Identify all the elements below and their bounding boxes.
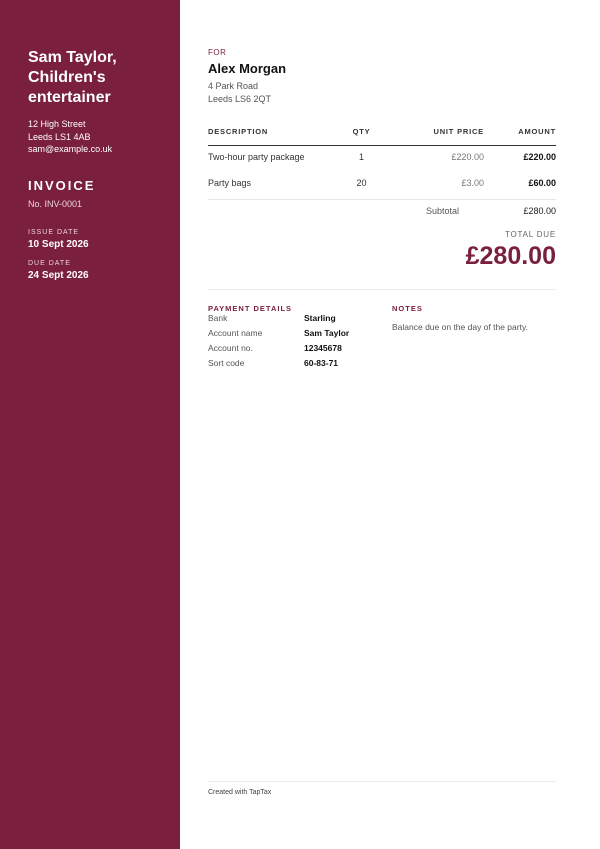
payment-row	[208, 358, 388, 373]
section-divider	[208, 289, 556, 290]
table-row	[208, 170, 556, 196]
row-description: Two-hour party package	[208, 152, 305, 162]
payment-label: Bank	[208, 313, 228, 323]
client-label: FOR	[208, 48, 227, 57]
client-address-line1: 4 Park Road	[208, 81, 259, 91]
details-section	[208, 304, 556, 404]
header-amount: AMOUNT	[484, 127, 556, 146]
row-description: Party bags	[208, 178, 252, 188]
client-address-line2: Leeds LS6 2QT	[208, 93, 272, 104]
row-unit-price: £3.00	[461, 178, 484, 188]
business-email: sam@example.co.uk	[28, 144, 113, 154]
issue-date: 10 Sept 2026	[28, 238, 89, 250]
payment-row	[208, 343, 388, 358]
payment-label: Account name	[208, 328, 263, 338]
business-address-line2: Leeds LS1 4AB	[28, 131, 91, 142]
row-amount: £220.00	[523, 152, 556, 162]
subtotal-divider	[208, 199, 556, 201]
payment-row	[208, 328, 388, 343]
payment-value: 12345678	[304, 343, 342, 353]
payment-label: Account no.	[208, 343, 253, 353]
table-row	[208, 146, 556, 171]
invoice-title: INVOICE	[28, 177, 96, 193]
payment-value: 60-83-71	[304, 358, 339, 368]
table-header-row	[208, 127, 556, 146]
subtotal-value: £280.00	[523, 206, 556, 216]
issue-date-label: ISSUE DATE	[28, 228, 80, 236]
payment-details-title: PAYMENT DETAILS	[208, 304, 293, 313]
sidebar-content	[28, 48, 168, 281]
header-description: DESCRIPTION	[208, 127, 334, 146]
invoice-number: No. INV-0001	[28, 198, 83, 209]
footer-credit: Created with TapTax	[208, 789, 272, 796]
payment-row	[208, 313, 388, 328]
invoice-main	[208, 48, 556, 404]
line-items-table	[208, 127, 556, 196]
client-address	[208, 80, 556, 105]
subtotal-row	[208, 206, 556, 226]
header-unit-price: UNIT PRICE	[389, 127, 484, 146]
total-due-label: TOTAL DUE	[504, 230, 556, 239]
sidebar	[0, 0, 180, 849]
header-qty: QTY	[334, 127, 389, 146]
row-qty: 1	[358, 152, 364, 162]
total-due-value: £280.00	[465, 242, 556, 270]
payment-label: Sort code	[208, 358, 245, 368]
row-qty: 20	[356, 178, 367, 188]
notes	[392, 304, 556, 333]
footer-divider	[208, 781, 556, 782]
business-address	[28, 118, 168, 156]
payment-details	[208, 304, 388, 373]
due-date-label: DUE DATE	[28, 259, 71, 267]
business-name: Sam Taylor, Children's entertainer	[28, 49, 117, 106]
client-name: Alex Morgan	[208, 61, 287, 76]
notes-title: NOTES	[392, 304, 423, 313]
due-date: 24 Sept 2026	[28, 269, 89, 281]
business-address-line1: 12 High Street	[28, 119, 86, 129]
subtotal-label: Subtotal	[425, 206, 459, 216]
row-amount: £60.00	[528, 178, 556, 188]
payment-value: Sam Taylor	[304, 328, 350, 338]
row-unit-price: £220.00	[451, 152, 484, 162]
notes-text: Balance due on the day of the party.	[392, 322, 528, 332]
payment-value: Starling	[304, 313, 336, 323]
